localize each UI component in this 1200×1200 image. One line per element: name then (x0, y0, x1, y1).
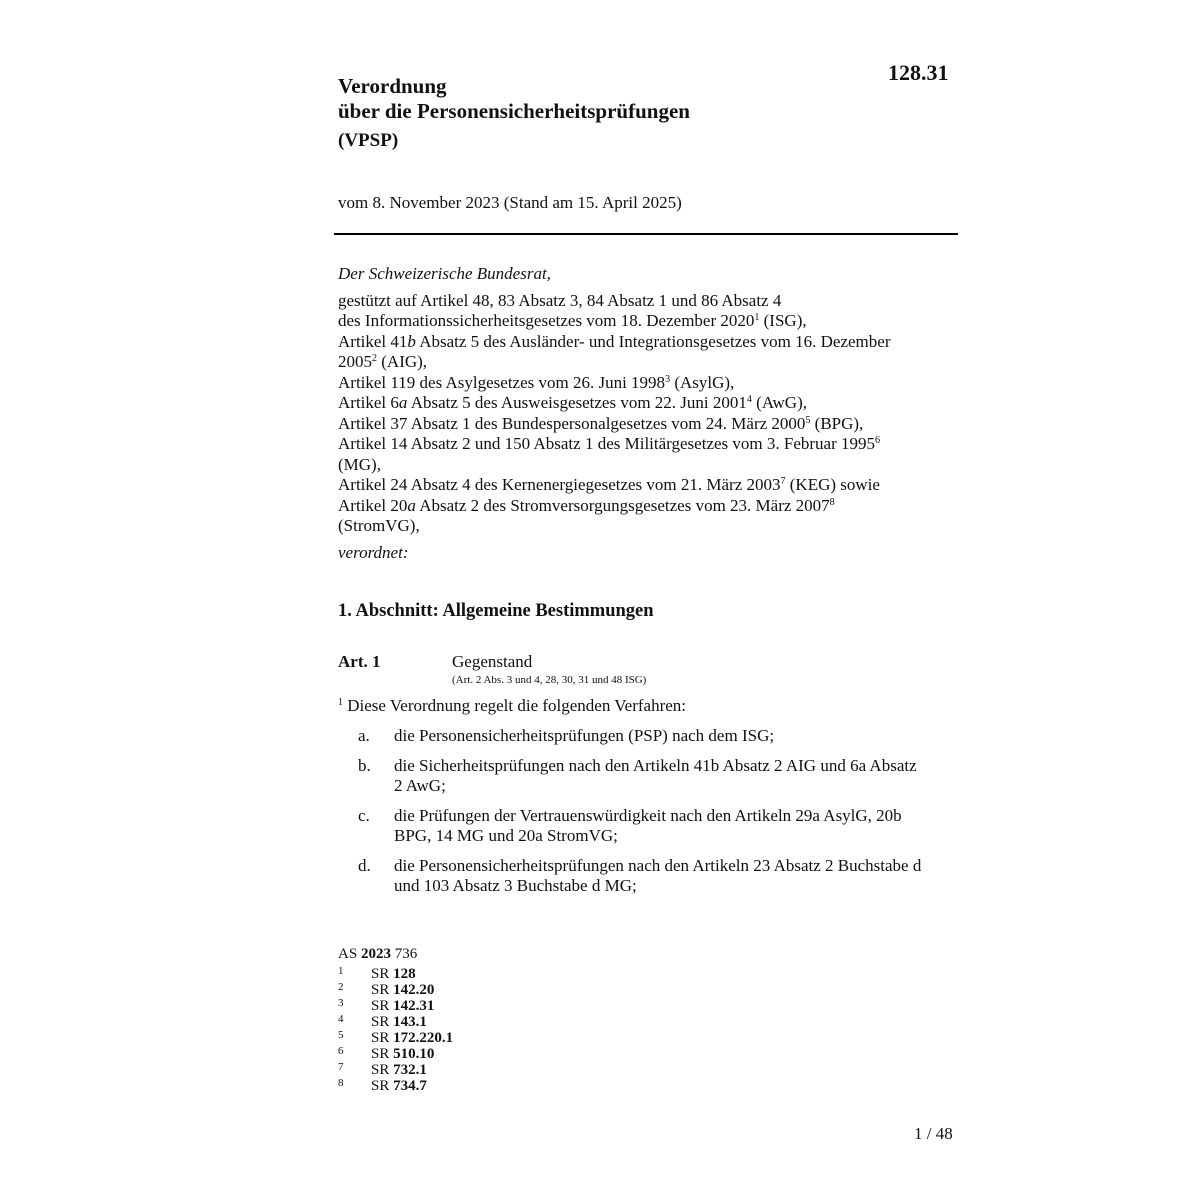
preamble-basis-line: des Informationssicherheitsgesetzes vom 18. Dezember 2020$^1$ (ISG), (338, 311, 807, 330)
as-reference: AS 2023 736 (338, 946, 418, 962)
title-abbreviation: (VPSP) (338, 130, 399, 151)
title-line-1: Verordnung (338, 74, 447, 98)
article-paragraph (338, 696, 686, 716)
list-item (338, 806, 958, 847)
list-item (338, 756, 958, 797)
footnote-number: 2 (338, 981, 344, 993)
section-heading: 1. Abschnitt: Allgemeine Bestimmungen (338, 601, 654, 621)
preamble-basis-line: Artikel 24 Absatz 4 des Kernenergiegesetzes vom 21. März 2003$^7$ (KEG) sowie (338, 475, 880, 494)
footnote-number: 7 (338, 1061, 344, 1073)
preamble-issuer: Der Schweizerische Bundesrat, (338, 264, 551, 283)
footnote-text: SR 143.1 (371, 1014, 427, 1030)
page-number: 1 / 48 (914, 1124, 953, 1143)
footnote-number: 4 (338, 1013, 344, 1025)
article-label: Art. 1 (338, 652, 381, 671)
footnote-text: SR 128 (371, 966, 416, 982)
footnote-text: SR 732.1 (371, 1062, 427, 1078)
preamble-basis-line: Artikel 14 Absatz 2 und 150 Absatz 1 des Militärgesetzes vom 3. Februar 1995$^6$ (338, 434, 880, 453)
list-item-letter: a. (358, 726, 370, 745)
footnote-text: SR 510.10 (371, 1046, 435, 1062)
footnote (338, 966, 453, 982)
preamble-basis (338, 291, 958, 537)
list-item-letter: c. (358, 805, 370, 825)
footnote-text: SR 142.20 (371, 982, 435, 998)
horizontal-rule (334, 233, 958, 235)
footnotes (338, 966, 453, 1094)
footnote (338, 1078, 453, 1094)
list-item-text: die Sicherheitsprüfungen nach den Artikeln 41b Absatz 2 AIG und 6a Absatz 2 AwG; (394, 755, 917, 795)
preamble-basis-line: 2005$^2$ (AIG), (338, 352, 428, 371)
footnote-text: SR 734.7 (371, 1078, 427, 1094)
list-item-text: die Personensicherheitsprüfungen (PSP) nach dem ISG; (394, 726, 775, 745)
preamble-decree: verordnet: (338, 542, 409, 562)
preamble-basis-line: (MG), (338, 454, 381, 474)
preamble-basis-line: Artikel 6a Absatz 5 des Ausweisgesetzes vom 22. Juni 2001$^4$ (AwG), (338, 393, 807, 412)
list-item-text: die Personensicherheitsprüfungen nach den Artikeln 23 Absatz 2 Buchstabe d und 103 Absatz 3 Buchstabe d MG; (394, 855, 922, 895)
paragraph-text: Diese Verordnung regelt die folgenden Verfahren: (343, 696, 687, 715)
list-item-letter: b. (358, 755, 371, 775)
footnote-number: 1 (338, 965, 344, 977)
footnote (338, 1014, 453, 1030)
article-reference: (Art. 2 Abs. 3 und 4, 28, 30, 31 und 48 ISG) (452, 674, 647, 686)
list-item (338, 726, 958, 747)
sr-number: 128.31 (888, 60, 949, 85)
article-title: Gegenstand (452, 652, 533, 671)
footnote-text: SR 142.31 (371, 998, 435, 1014)
footnote (338, 1062, 453, 1078)
preamble-basis-line: Artikel 20a Absatz 2 des Stromversorgungsgesetzes vom 23. März 2007$^8$ (338, 495, 835, 515)
preamble (338, 264, 958, 563)
footnote-number: 5 (338, 1029, 344, 1041)
title-line-2: über die Personensicherheitsprüfungen (338, 99, 690, 123)
preamble-basis-line: Artikel 119 des Asylgesetzes vom 26. Juni 1998$^3$ (AsylG), (338, 372, 735, 392)
paragraph-number: 1 (338, 697, 343, 708)
preamble-basis-line: gestützt auf Artikel 48, 83 Absatz 3, 84 Absatz 1 und 86 Absatz 4 (338, 290, 782, 310)
footnote-text: SR 172.220.1 (371, 1030, 454, 1046)
list-item-letter: d. (358, 855, 371, 875)
preamble-basis-line: Artikel 41b Absatz 5 des Ausländer- und Integrationsgesetzes vom 16. Dezember (338, 331, 891, 351)
preamble-basis-line: Artikel 37 Absatz 1 des Bundespersonalgesetzes vom 24. März 2000$^5$ (BPG), (338, 413, 864, 433)
document-title (338, 74, 690, 124)
list-item-text: die Prüfungen der Vertrauenswürdigkeit nach den Artikeln 29a AsylG, 20b BPG, 14 MG und 20a StromVG; (394, 805, 902, 845)
list-item (338, 856, 958, 897)
footnote (338, 998, 453, 1014)
footnote (338, 1030, 453, 1046)
footnote (338, 1046, 453, 1062)
footnote-number: 6 (338, 1045, 344, 1057)
date-line: vom 8. November 2023 (Stand am 15. April 2025) (338, 193, 682, 212)
footnote (338, 982, 453, 998)
footnote-number: 3 (338, 997, 344, 1009)
footnote-number: 8 (338, 1077, 344, 1089)
preamble-basis-line: (StromVG), (338, 516, 420, 535)
article-list (338, 726, 958, 906)
